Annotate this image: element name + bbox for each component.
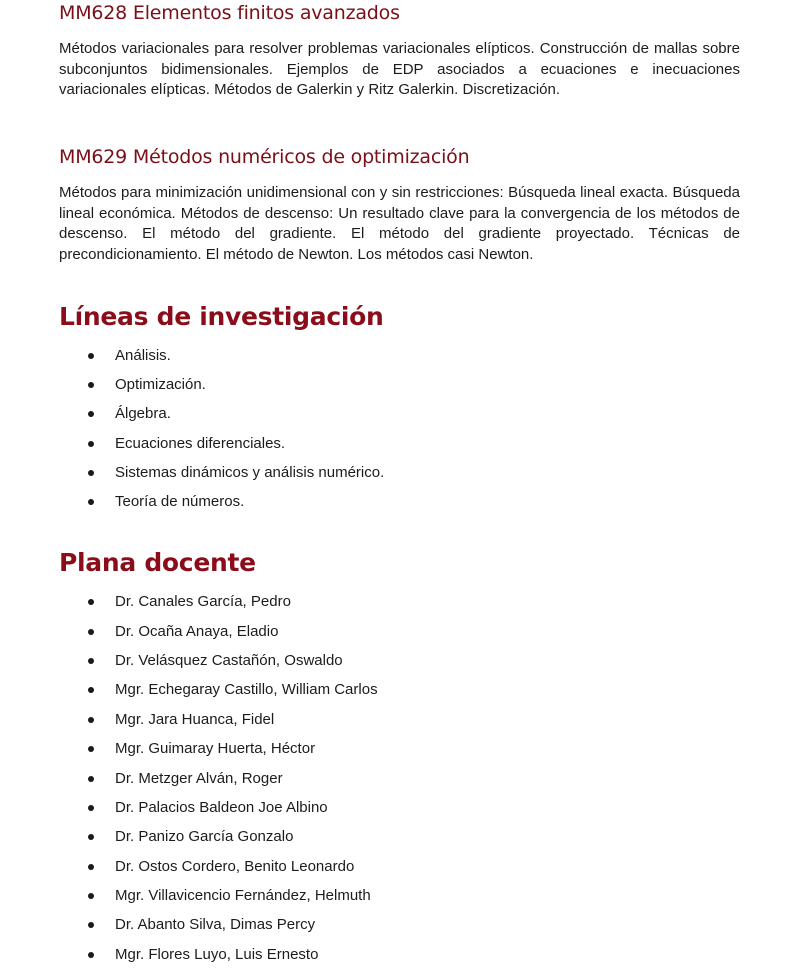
bullet-icon [88,952,94,958]
list-item: Dr. Ocaña Anaya, Eladio [88,622,251,642]
bullet-icon [88,441,94,447]
list-item: Sistemas dinámicos y análisis numérico. [88,463,357,483]
bullet-icon [88,499,94,505]
list-item: Dr. Panizo García Gonzalo [88,827,266,847]
bullet-icon [88,922,94,928]
list-item: Dr. Abanto Silva, Dimas Percy [88,915,288,935]
list-item: Dr. Metzger Alván, Roger [88,769,256,789]
course-description-mm629: Métodos para minimización unidimensional con y sin restricciones: Búsqueda lineal exacta. Búsqueda lineal económica. Métodos de descenso: Un resultado clave para la convergencia de los métodos de descenso. El método del gradiente. El método del gradiente proyectado. Técnicas de precondicionamiento. El método de Newton. Los métodos casi Newton. [59,184,740,263]
list-item: Mgr. Jara Huanca, Fidel [88,710,247,730]
list-item: Dr. Canales García, Pedro [88,592,264,612]
list-item: Dr. Palacios Baldeon Joe Albino [88,798,301,818]
bullet-icon [88,776,94,782]
research-lines-heading: Líneas de investigación [59,302,384,331]
list-item: Optimización. [88,375,179,395]
list-item: Teoría de números. [88,492,217,512]
bullet-icon [88,717,94,723]
course-title-mm629: MM629 Métodos numéricos de optimización [59,146,470,168]
bullet-icon [88,353,94,359]
list-item: Mgr. Villavicencio Fernández, Helmuth [88,886,344,906]
list-item: Ecuaciones diferenciales. [88,434,258,454]
bullet-icon [88,805,94,811]
bullet-icon [88,629,94,635]
list-item: Álgebra. [88,404,144,424]
course-title-mm628: MM628 Elementos finitos avanzados [59,2,400,24]
list-item: Mgr. Echegaray Castillo, William Carlos [88,680,351,700]
bullet-icon [88,411,94,417]
bullet-icon [88,658,94,664]
bullet-icon [88,864,94,870]
list-item: Dr. Ostos Cordero, Benito Leonardo [88,857,327,877]
bullet-icon [88,746,94,752]
list-item: Dr. Velásquez Castañón, Oswaldo [88,651,316,671]
bullet-icon [88,893,94,899]
faculty-heading: Plana docente [59,548,256,577]
bullet-icon [88,834,94,840]
bullet-icon [88,382,94,388]
list-item: Análisis. [88,346,144,366]
list-item: Mgr. Flores Luyo, Luis Ernesto [88,945,291,965]
list-item: Mgr. Guimaray Huerta, Héctor [88,739,288,759]
course-description-mm628: Métodos variacionales para resolver problemas variacionales elípticos. Construcción de mallas sobre subconjuntos bidimensionales. Ejemplos de EDP asociados a ecuaciones e inecuaciones variacionales elípticas. Métodos de Galerkin y Ritz Galerkin. Discretización. [59,40,740,98]
bullet-icon [88,599,94,605]
bullet-icon [88,470,94,476]
bullet-icon [88,687,94,693]
